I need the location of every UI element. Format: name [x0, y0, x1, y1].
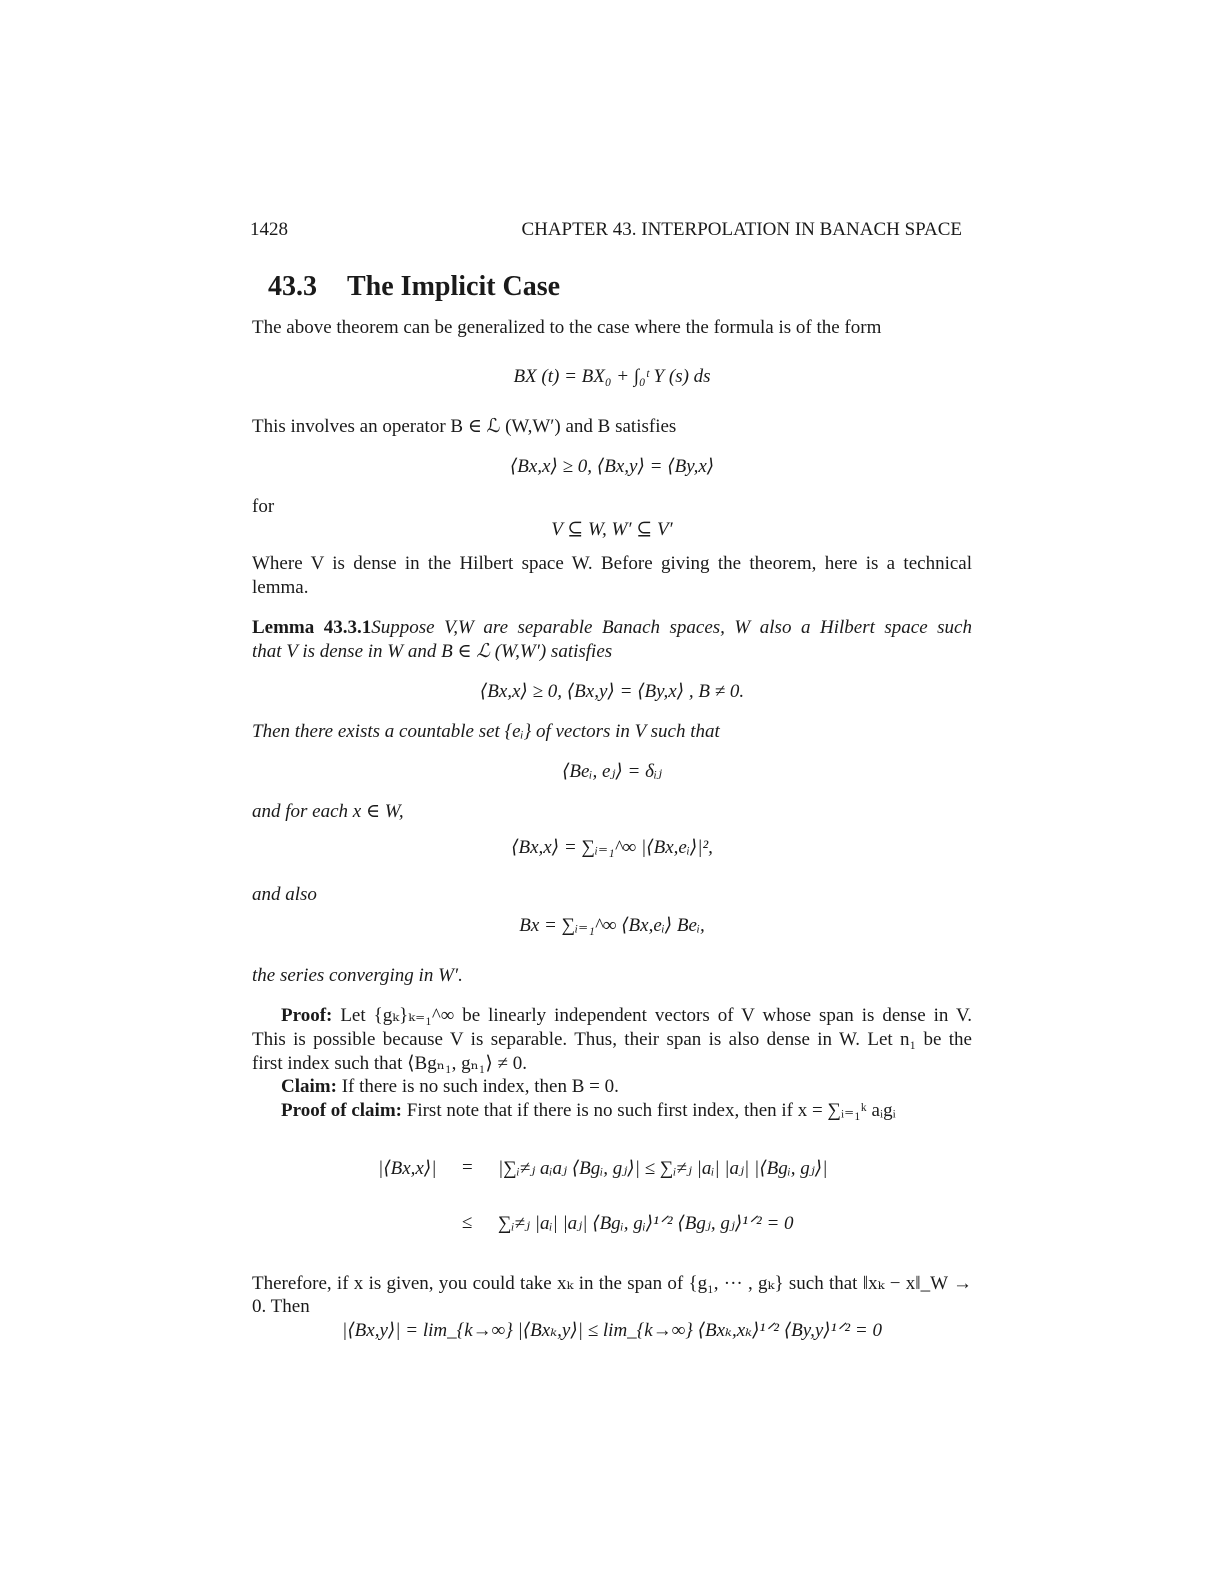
equation-integral: BX (t) = BX₀ + ∫₀ᵗ Y (s) ds	[513, 366, 711, 387]
lemma-statement-line1	[252, 616, 972, 640]
dense-paragraph-line2: lemma.	[252, 577, 309, 598]
lemma-and-also: and also	[252, 884, 317, 905]
lemma-converging: the series converging in W′.	[252, 965, 463, 986]
equation-block-rel2: ≤	[462, 1212, 473, 1233]
section-title: The Implicit Case	[347, 271, 561, 302]
equation-block-rhs2: ∑ᵢ≠ⱼ |aᵢ| |aⱼ| ⟨Bgᵢ, gᵢ⟩¹ᐟ² ⟨Bgⱼ, gⱼ⟩¹ᐟ² = 0	[498, 1213, 794, 1234]
lemma-then-exists: Then there exists a countable set {eᵢ} of vectors in V such that	[252, 721, 720, 742]
equation-block-rel1: =	[462, 1157, 473, 1178]
dense-paragraph-line1: Where V is dense in the Hilbert space W. Before giving the theorem, here is a technical	[252, 553, 972, 574]
section-number: 43.3	[268, 271, 317, 302]
proof-of-claim-line	[281, 1099, 972, 1123]
proof-line1	[281, 1004, 972, 1028]
claim-label: Claim:	[281, 1076, 337, 1097]
equation-lemma-hypothesis: ⟨Bx,x⟩ ≥ 0, ⟨Bx,y⟩ = ⟨By,x⟩ , B ≠ 0.	[479, 681, 745, 702]
equation-block-lhs: |⟨Bx,x⟩|	[378, 1158, 437, 1179]
therefore-line2: 0. Then	[252, 1296, 310, 1317]
equation-inclusions: V ⊆ W, W′ ⊆ V′	[551, 519, 673, 540]
proof-line3: first index such that ⟨Bgₙ₁, gₙ₁⟩ ≠ 0.	[252, 1053, 527, 1074]
equation-block-rhs1: |∑ᵢ≠ⱼ aᵢaⱼ ⟨Bgᵢ, gⱼ⟩| ≤ ∑ᵢ≠ⱼ |aᵢ| |aⱼ| |⟨Bgᵢ, gⱼ⟩|	[498, 1158, 828, 1179]
intro-paragraph: The above theorem can be generalized to the case where the formula is of the form	[252, 317, 882, 338]
lemma-statement-line2: that V is dense in W and B ∈ ℒ (W,W′) satisfies	[252, 641, 613, 662]
involves-paragraph: This involves an operator B ∈ ℒ (W,W′) and B satisfies	[252, 416, 677, 437]
therefore-line1: Therefore, if x is given, you could take xₖ in the span of {g₁, ··· , gₖ} such that ‖xₖ − x‖_W →	[252, 1273, 972, 1294]
claim-line	[281, 1075, 972, 1099]
claim-text: If there is no such index, then B = 0.	[341, 1076, 619, 1097]
for-word: for	[252, 496, 275, 517]
proof-line2: This is possible because V is separable. Thus, their span is also dense in W. Let n₁ be the	[252, 1029, 972, 1050]
equation-positivity: ⟨Bx,x⟩ ≥ 0, ⟨Bx,y⟩ = ⟨By,x⟩	[509, 456, 715, 477]
proof-text-line1: Let {gₖ}ₖ₌₁^∞ be linearly independent vectors of V whose span is dense in V.	[340, 1005, 972, 1026]
section-heading	[268, 271, 560, 303]
proof-label: Proof:	[281, 1005, 333, 1026]
equation-orthonormal: ⟨Beᵢ, eⱼ⟩ = δᵢⱼ	[561, 761, 662, 782]
page-number: 1428	[250, 219, 288, 240]
proof-of-claim-label: Proof of claim:	[281, 1100, 402, 1121]
equation-expansion: Bx = ∑ᵢ₌₁^∞ ⟨Bx,eᵢ⟩ Beᵢ,	[519, 915, 705, 936]
equation-parseval: ⟨Bx,x⟩ = ∑ᵢ₌₁^∞ |⟨Bx,eᵢ⟩|²,	[511, 837, 713, 858]
proof-of-claim-text: First note that if there is no such first index, then if x = ∑ᵢ₌₁ᵏ aᵢgᵢ	[406, 1100, 896, 1121]
lemma-text-line1: Suppose V,W are separable Banach spaces, W also a Hilbert space such	[371, 617, 972, 638]
lemma-for-each: and for each x ∈ W,	[252, 801, 404, 822]
chapter-running-title: CHAPTER 43. INTERPOLATION IN BANACH SPACE	[521, 219, 962, 240]
lemma-label: Lemma 43.3.1	[252, 617, 372, 638]
equation-limit: |⟨Bx,y⟩| = lim_{k→∞} |⟨Bxₖ,y⟩| ≤ lim_{k→∞} ⟨Bxₖ,xₖ⟩¹ᐟ² ⟨By,y⟩¹ᐟ² = 0	[342, 1320, 882, 1341]
